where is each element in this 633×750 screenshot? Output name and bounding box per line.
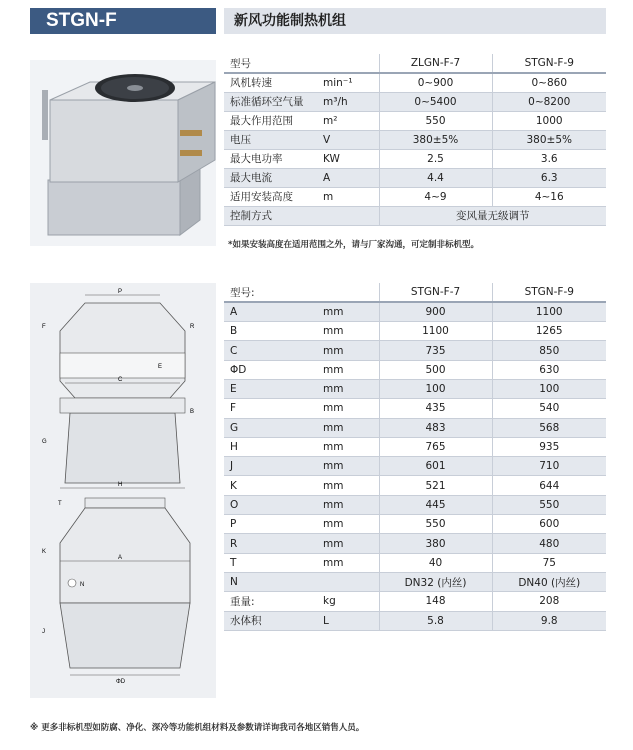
footer-note: ※ 更多非标机型如防腐、净化、深冷等功能机组材料及参数请详询我司各地区销售人员。 — [30, 723, 365, 733]
table-row — [224, 360, 606, 379]
dim-k-label: K — [42, 549, 47, 555]
table-cell: 380 — [379, 534, 492, 553]
table-cell: 735 — [379, 341, 492, 360]
table-row — [224, 592, 606, 611]
table-cell: P — [224, 515, 319, 534]
product-photo — [30, 60, 216, 246]
column-header — [319, 283, 379, 302]
performance-table — [224, 54, 606, 226]
table-row — [224, 341, 606, 360]
table-cell: 500 — [379, 360, 492, 379]
table-row — [224, 149, 606, 168]
table-cell: 483 — [379, 418, 492, 437]
installation-note: *如果安装高度在适用范围之外，请与厂家沟通，可定制非标机型。 — [228, 240, 479, 250]
table-row — [224, 322, 606, 341]
table-cell: K — [224, 476, 319, 495]
table-cell: 521 — [379, 476, 492, 495]
table-row — [224, 130, 606, 149]
dimension-drawing — [30, 283, 216, 698]
table-cell: mm — [319, 418, 379, 437]
table-cell: 148 — [379, 592, 492, 611]
table-cell: mm — [319, 399, 379, 418]
table-cell: mm — [319, 457, 379, 476]
table-cell: J — [224, 457, 319, 476]
table-cell: 适用安装高度 — [224, 187, 319, 206]
table-cell: 最大作用范围 — [224, 111, 319, 130]
dim-e-label: E — [158, 364, 163, 370]
table-cell: 电压 — [224, 130, 319, 149]
table-cell: T — [224, 553, 319, 572]
table-cell: kg — [319, 592, 379, 611]
table-cell: C — [224, 341, 319, 360]
table-cell: 600 — [492, 515, 606, 534]
table-cell: ΦD — [224, 360, 319, 379]
table-cell: mm — [319, 515, 379, 534]
table-cell: 0~8200 — [492, 92, 606, 111]
table-cell: mm — [319, 322, 379, 341]
column-header: 型号: — [224, 283, 319, 302]
table-row — [224, 437, 606, 456]
table-cell: L — [319, 611, 379, 630]
table-cell: 6.3 — [492, 168, 606, 187]
table-cell: 550 — [379, 111, 492, 130]
table-cell: min⁻¹ — [319, 73, 379, 92]
table-cell: mm — [319, 495, 379, 514]
table-cell: 4~9 — [379, 187, 492, 206]
table-cell: 850 — [492, 341, 606, 360]
table-row — [224, 111, 606, 130]
table-cell: 标准循环空气量 — [224, 92, 319, 111]
dim-r-label: R — [190, 324, 195, 330]
table-cell: mm — [319, 534, 379, 553]
table-row — [224, 302, 606, 321]
table-row — [224, 92, 606, 111]
table-cell: DN32 (内丝) — [379, 572, 492, 591]
table-cell: A — [319, 168, 379, 187]
table-cell: mm — [319, 360, 379, 379]
table-cell: 水体积 — [224, 611, 319, 630]
table-cell: A — [224, 302, 319, 321]
table-cell: m³/h — [319, 92, 379, 111]
table-cell: F — [224, 399, 319, 418]
table-cell: 568 — [492, 418, 606, 437]
table-cell: 5.8 — [379, 611, 492, 630]
table-cell: m² — [319, 111, 379, 130]
table-cell: mm — [319, 379, 379, 398]
table-cell: 9.8 — [492, 611, 606, 630]
table-cell: 1100 — [379, 322, 492, 341]
table-cell: 644 — [492, 476, 606, 495]
table-row — [224, 553, 606, 572]
table-cell: 变风量无级调节 — [379, 206, 606, 225]
table-row — [224, 457, 606, 476]
table-cell: V — [319, 130, 379, 149]
dim-d-label: ΦD — [116, 679, 126, 685]
table-row — [224, 379, 606, 398]
table-cell: m — [319, 187, 379, 206]
table-cell: 最大电流 — [224, 168, 319, 187]
table-cell: 重量: — [224, 592, 319, 611]
table-cell: 100 — [379, 379, 492, 398]
model-header: STGN-F — [30, 8, 216, 34]
table-cell: 0~860 — [492, 73, 606, 92]
product-title: 新风功能制热机组 — [224, 8, 606, 34]
table-cell: 900 — [379, 302, 492, 321]
table-cell: mm — [319, 437, 379, 456]
table-cell: 380±5% — [492, 130, 606, 149]
table-row — [224, 572, 606, 591]
table-cell: 445 — [379, 495, 492, 514]
table-cell: mm — [319, 476, 379, 495]
dim-f-label: F — [42, 324, 46, 330]
table-cell: 100 — [492, 379, 606, 398]
dim-a-label: A — [118, 555, 123, 561]
column-header — [319, 54, 379, 73]
table-row — [224, 187, 606, 206]
table-cell — [319, 206, 379, 225]
table-cell: 3.6 — [492, 149, 606, 168]
table-cell: 2.5 — [379, 149, 492, 168]
table-cell: H — [224, 437, 319, 456]
table-cell: mm — [319, 341, 379, 360]
table-row — [224, 611, 606, 630]
column-header: STGN-F-7 — [379, 283, 492, 302]
table-cell: 0~5400 — [379, 92, 492, 111]
table-cell: 40 — [379, 553, 492, 572]
column-header: STGN-F-9 — [492, 54, 606, 73]
table-cell: 550 — [379, 515, 492, 534]
table-cell: mm — [319, 302, 379, 321]
table-cell: 435 — [379, 399, 492, 418]
table-cell: 0~900 — [379, 73, 492, 92]
dim-t-label: T — [58, 501, 62, 507]
table-row — [224, 206, 606, 225]
dim-h-label: H — [118, 482, 123, 488]
table-cell: 1265 — [492, 322, 606, 341]
table-row — [224, 73, 606, 92]
table-cell: 480 — [492, 534, 606, 553]
table-cell: 540 — [492, 399, 606, 418]
table-cell: G — [224, 418, 319, 437]
table-cell: N — [224, 572, 319, 591]
table-cell: 75 — [492, 553, 606, 572]
table-row — [224, 515, 606, 534]
table-cell: 935 — [492, 437, 606, 456]
dim-c-label: C — [118, 377, 123, 383]
dim-b-label: B — [190, 409, 195, 415]
table-cell: 550 — [492, 495, 606, 514]
column-header: 型号 — [224, 54, 319, 73]
table-cell: 710 — [492, 457, 606, 476]
table-row — [224, 418, 606, 437]
table-cell: 601 — [379, 457, 492, 476]
table-cell: 1000 — [492, 111, 606, 130]
table-cell: 380±5% — [379, 130, 492, 149]
table-row — [224, 399, 606, 418]
table-cell: 1100 — [492, 302, 606, 321]
table-cell: O — [224, 495, 319, 514]
table-cell: 765 — [379, 437, 492, 456]
table-cell: KW — [319, 149, 379, 168]
table-row — [224, 534, 606, 553]
dim-p-label: P — [118, 289, 123, 295]
table-cell: 风机转速 — [224, 73, 319, 92]
table-cell: 最大电功率 — [224, 149, 319, 168]
table-cell — [319, 572, 379, 591]
table-row — [224, 476, 606, 495]
dim-g-label: G — [42, 439, 47, 445]
table-cell: 控制方式 — [224, 206, 319, 225]
table-cell: 4~16 — [492, 187, 606, 206]
table-cell: 4.4 — [379, 168, 492, 187]
table-row — [224, 495, 606, 514]
table-cell: 208 — [492, 592, 606, 611]
table-cell: E — [224, 379, 319, 398]
table-cell: B — [224, 322, 319, 341]
column-header: ZLGN-F-7 — [379, 54, 492, 73]
column-header: STGN-F-9 — [492, 283, 606, 302]
dimension-table — [224, 283, 606, 631]
table-row — [224, 168, 606, 187]
dim-n-label: N — [80, 582, 85, 588]
dim-j-label: J — [42, 629, 45, 635]
table-cell: 630 — [492, 360, 606, 379]
table-cell: DN40 (内丝) — [492, 572, 606, 591]
table-cell: R — [224, 534, 319, 553]
table-cell: mm — [319, 553, 379, 572]
